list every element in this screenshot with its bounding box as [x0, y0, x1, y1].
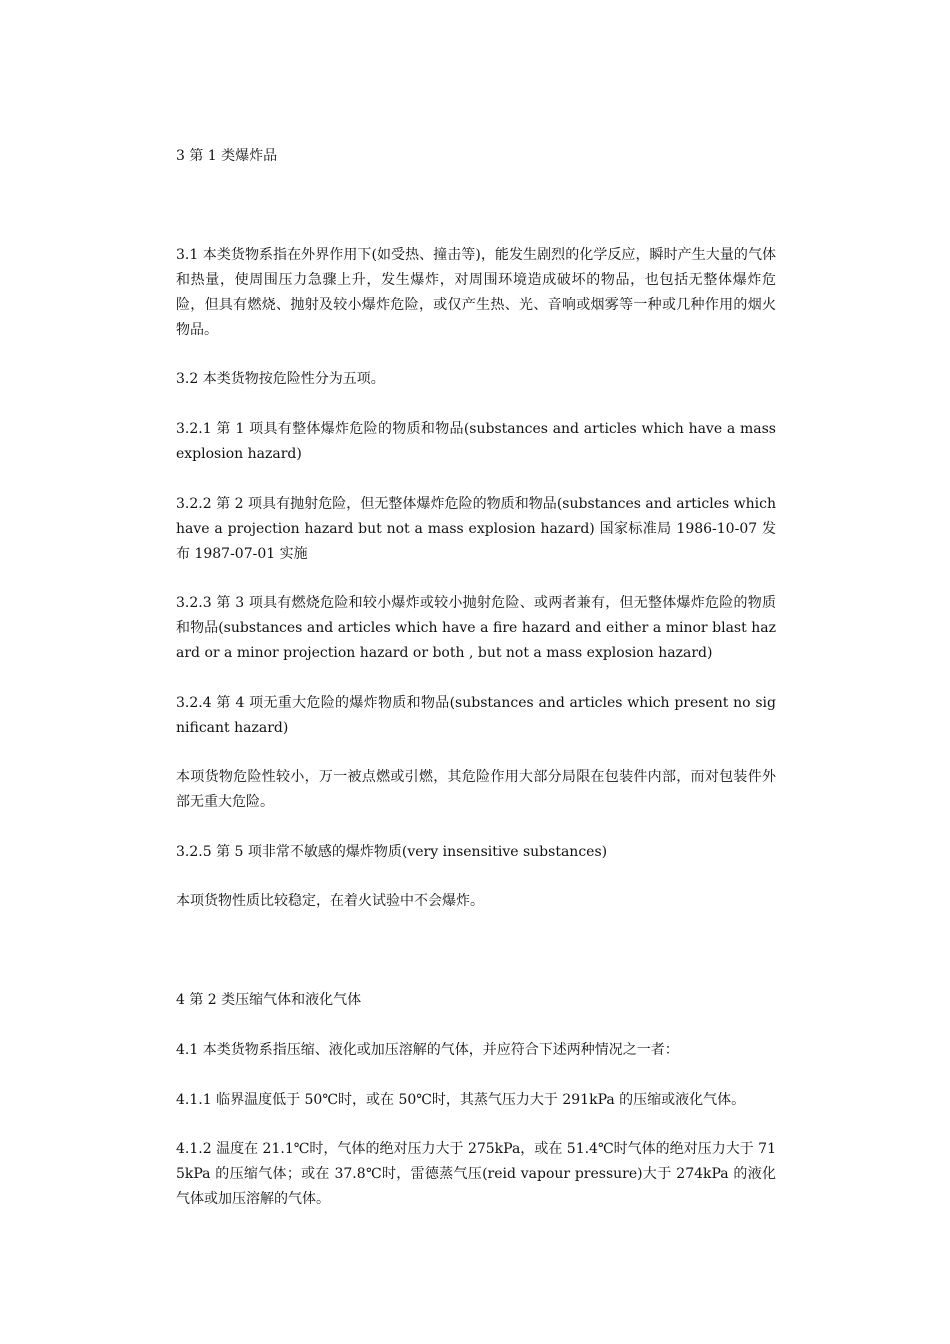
paragraph-3-2-5-note: 本项货物性质比较稳定，在着火试验中不会爆炸。	[176, 893, 484, 909]
paragraph-3-2-4-note: 本项货物危险性较小，万一被点燃或引燃，其危险作用大部分局限在包装件内部，而对包装件外部无重大危险。	[176, 769, 776, 810]
section-heading-3: 3 第 1 类爆炸品	[176, 148, 278, 164]
paragraph-3-2: 3.2 本类货物按危险性分为五项。	[176, 371, 385, 387]
paragraph-3-2-5: 3.2.5 第 5 项非常不敏感的爆炸物质(very insensitive substances)	[176, 844, 608, 860]
paragraph-3-2-4: 3.2.4 第 4 项无重大危险的爆炸物质和物品(substances and articles which present no significant hazard)	[176, 695, 776, 736]
section-heading-4: 4 第 2 类压缩气体和液化气体	[176, 992, 362, 1008]
paragraph-3-2-3: 3.2.3 第 3 项具有燃烧危险和较小爆炸或较小抛射危险、或两者兼有，但无整体爆炸危险的物质和物品(substances and articles which have a fire hazard and either a minor blast hazard or a minor projection hazard or both , but not a mass explosion hazard)	[176, 595, 776, 661]
paragraph-4-1: 4.1 本类货物系指压缩、液化或加压溶解的气体，并应符合下述两种情况之一者：	[176, 1042, 679, 1058]
paragraph-4-1-2: 4.1.2 温度在 21.1℃时，气体的绝对压力大于 275kPa，或在 51.4℃时气体的绝对压力大于 715kPa 的压缩气体；或在 37.8℃时，雷德蒸气压(reid vapour pressure)大于 274kPa 的液化气体或加压溶解的气体。	[176, 1141, 776, 1207]
paragraph-4-1-1: 4.1.1 临界温度低于 50℃时，或在 50℃时，其蒸气压力大于 291kPa 的压缩或液化气体。	[176, 1092, 746, 1108]
paragraph-3-1: 3.1 本类货物系指在外界作用下(如受热、撞击等)，能发生剧烈的化学反应，瞬时产生大量的气体和热量，使周围压力急骤上升，发生爆炸，对周围环境造成破坏的物品，也包括无整体爆炸危险，但具有燃烧、抛射及较小爆炸危险，或仅产生热、光、音响或烟雾等一种或几种作用的烟火物品。	[176, 247, 776, 338]
paragraph-3-2-1: 3.2.1 第 1 项具有整体爆炸危险的物质和物品(substances and articles which have a mass explosion hazard)	[176, 421, 776, 462]
paragraph-3-2-2: 3.2.2 第 2 项具有抛射危险，但无整体爆炸危险的物质和物品(substances and articles which have a projection hazard but not a mass explosion hazard) 国家标准局 1986-10-07 发布 1987-07-01 实施	[176, 496, 776, 562]
